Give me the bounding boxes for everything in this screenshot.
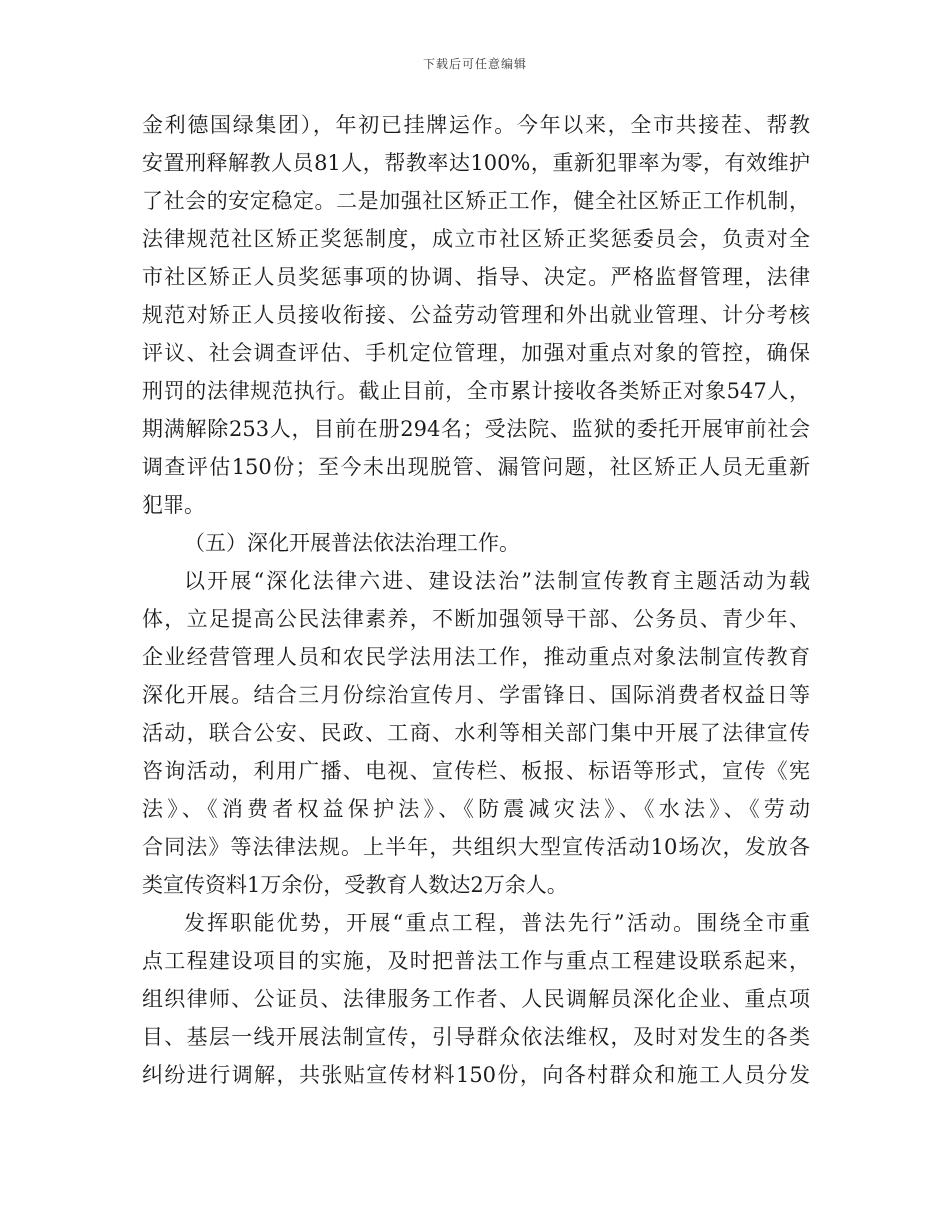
body-line: 规范对矫正人员接收衔接、公益劳动管理和外出就业管理、计分考核: [142, 303, 810, 327]
body-line: 评议、社会调查评估、手机定位管理，加强对重点对象的管控，确保: [142, 341, 810, 365]
body-line: 咨询活动，利用广播、电视、宣传栏、板报、标语等形式，宣传《宪: [142, 759, 810, 783]
body-line: 体，立足提高公民法律素养，不断加强领导干部、公务员、青少年、: [142, 607, 810, 631]
body-line: 活动，联合公安、民政、工商、水利等相关部门集中开展了法律宣传: [142, 721, 810, 745]
body-line: 纠纷进行调解，共张贴宣传材料150份，向各村群众和施工人员分发: [142, 1063, 810, 1087]
body-line: 目、基层一线开展法制宣传，引导群众依法维权，及时对发生的各类: [142, 1025, 810, 1049]
body-line: 了社会的安定稳定。二是加强社区矫正工作，健全社区矫正工作机制，: [142, 189, 810, 213]
body-line: 刑罚的法律规范执行。截止目前，全市累计接收各类矫正对象547人，: [142, 379, 810, 403]
body-line: 类宣传资料1万余份，受教育人数达2万余人。: [142, 873, 568, 897]
body-line: 调查评估150份；至今未出现脱管、漏管问题，社区矫正人员无重新: [142, 455, 810, 479]
page-header: 下载后可任意编辑: [422, 57, 527, 71]
body-line: 犯罪。: [142, 493, 205, 517]
body-line: 发挥职能优势，开展“重点工程，普法先行”活动。围绕全市重: [184, 911, 810, 935]
body-line: 市社区矫正人员奖惩事项的协调、指导、决定。严格监督管理，法律: [142, 265, 810, 289]
body-line: 以开展“深化法律六进、建设法治”法制宣传教育主题活动为载: [184, 569, 810, 593]
body-line: 深化开展。结合三月份综治宣传月、学雷锋日、国际消费者权益日等: [142, 683, 810, 707]
body-line: 金利德国绿集团），年初已挂牌运作。今年以来，全市共接茬、帮教: [142, 113, 810, 137]
body-line: 合同法》等法律法规。上半年，共组织大型宣传活动10场次，发放各: [142, 835, 810, 859]
document-body: [142, 106, 810, 1094]
body-line: 法》、《消费者权益保护法》、《防震减灾法》、《水法》、《劳动: [142, 797, 810, 821]
body-line: 安置刑释解教人员81人，帮教率达100%，重新犯罪率为零，有效维护: [142, 151, 810, 175]
section-heading: （五）深化开展普法依法治理工作。: [184, 531, 520, 555]
body-line: 期满解除253人，目前在册294名；受法院、监狱的委托开展审前社会: [142, 417, 810, 441]
body-line: 点工程建设项目的实施，及时把普法工作与重点工程建设联系起来，: [142, 949, 810, 973]
body-line: 法律规范社区矫正奖惩制度，成立市社区矫正奖惩委员会，负责对全: [142, 227, 810, 251]
body-line: 组织律师、公证员、法律服务工作者、人民调解员深化企业、重点项: [142, 987, 810, 1011]
body-line: 企业经营管理人员和农民学法用法工作，推动重点对象法制宣传教育: [142, 645, 810, 669]
